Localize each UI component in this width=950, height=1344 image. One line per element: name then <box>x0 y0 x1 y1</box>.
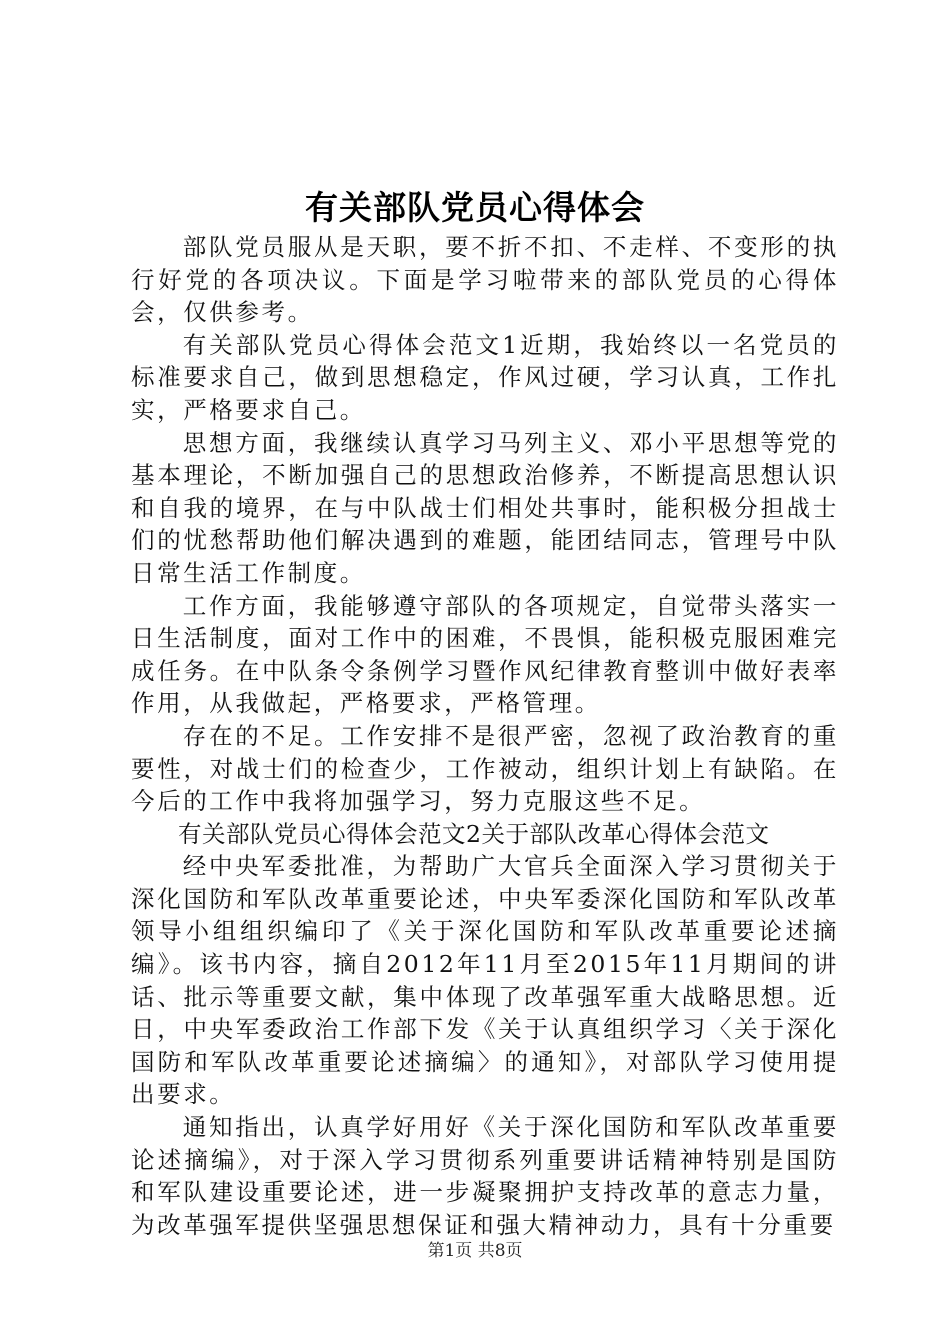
document-title: 有关部队党员心得体会 <box>305 188 645 227</box>
paragraph-work: 工作方面，我能够遵守部队的各项规定，自觉带头落实一日生活制度，面对工作中的困难，不畏惧，能积极克服困难完成任务。在中队条令条例学习暨作风纪律教育整训中做好表率作用，从我做起，严格要求，严格管理。 <box>131 591 839 718</box>
page-footer: 第1页 共8页 <box>427 1241 523 1261</box>
paragraph-thought: 思想方面，我继续认真学习马列主义、邓小平思想等党的基本理论，不断加强自己的思想政治修养，不断提高思想认识和自我的境界，在与中队战士们相处共事时，能积极分担战士们的忧愁帮助他们解决遇到的难题，能团结同志，管理号中队日常生活工作制度。 <box>131 428 839 587</box>
paragraph-notice: 通知指出，认真学好用好《关于深化国防和军队改革重要论述摘编》，对于深入学习贯彻系列重要讲话精神特别是国防和军队建设重要论述，进一步凝聚拥护支持改革的意志力量，为改革强军提供坚强思想保证和强大精神动力，具有十分重要 <box>131 1113 839 1239</box>
paragraph-reform-approval: 经中央军委批准，为帮助广大官兵全面深入学习贯彻关于深化国防和军队改革重要论述，中央军委深化国防和军队改革领导小组组织编印了《关于深化国防和军队改革重要论述摘编》。该书内容，摘自2012年11月至2015年11月期间的讲话、批示等重要文献，集中体现了改革强军重大战略思想。近日，中央军委政治工作部下发《关于认真组织学习〈关于深化国防和军队改革重要论述摘编〉的通知》，对部队学习使用提出要求。 <box>131 852 839 1109</box>
paragraph-sample-1-opening: 有关部队党员心得体会范文1近期，我始终以一名党员的标准要求自己，做到思想稳定，作风过硬，学习认真，工作扎实，严格要求自己。 <box>131 330 839 424</box>
paragraph-sample-2-heading: 有关部队党员心得体会范文2关于部队改革心得体会范文 <box>178 819 770 848</box>
document-body <box>131 231 839 1241</box>
paragraph-shortcomings: 存在的不足。工作安排不是很严密，忽视了政治教育的重要性，对战士们的检查少，工作被动，组织计划上有缺陷。在今后的工作中我将加强学习，努力克服这些不足。 <box>131 721 839 816</box>
paragraph-intro: 部队党员服从是天职，要不折不扣、不走样、不变形的执行好党的各项决议。下面是学习啦带来的部队党员的心得体会，仅供参考。 <box>131 233 839 327</box>
